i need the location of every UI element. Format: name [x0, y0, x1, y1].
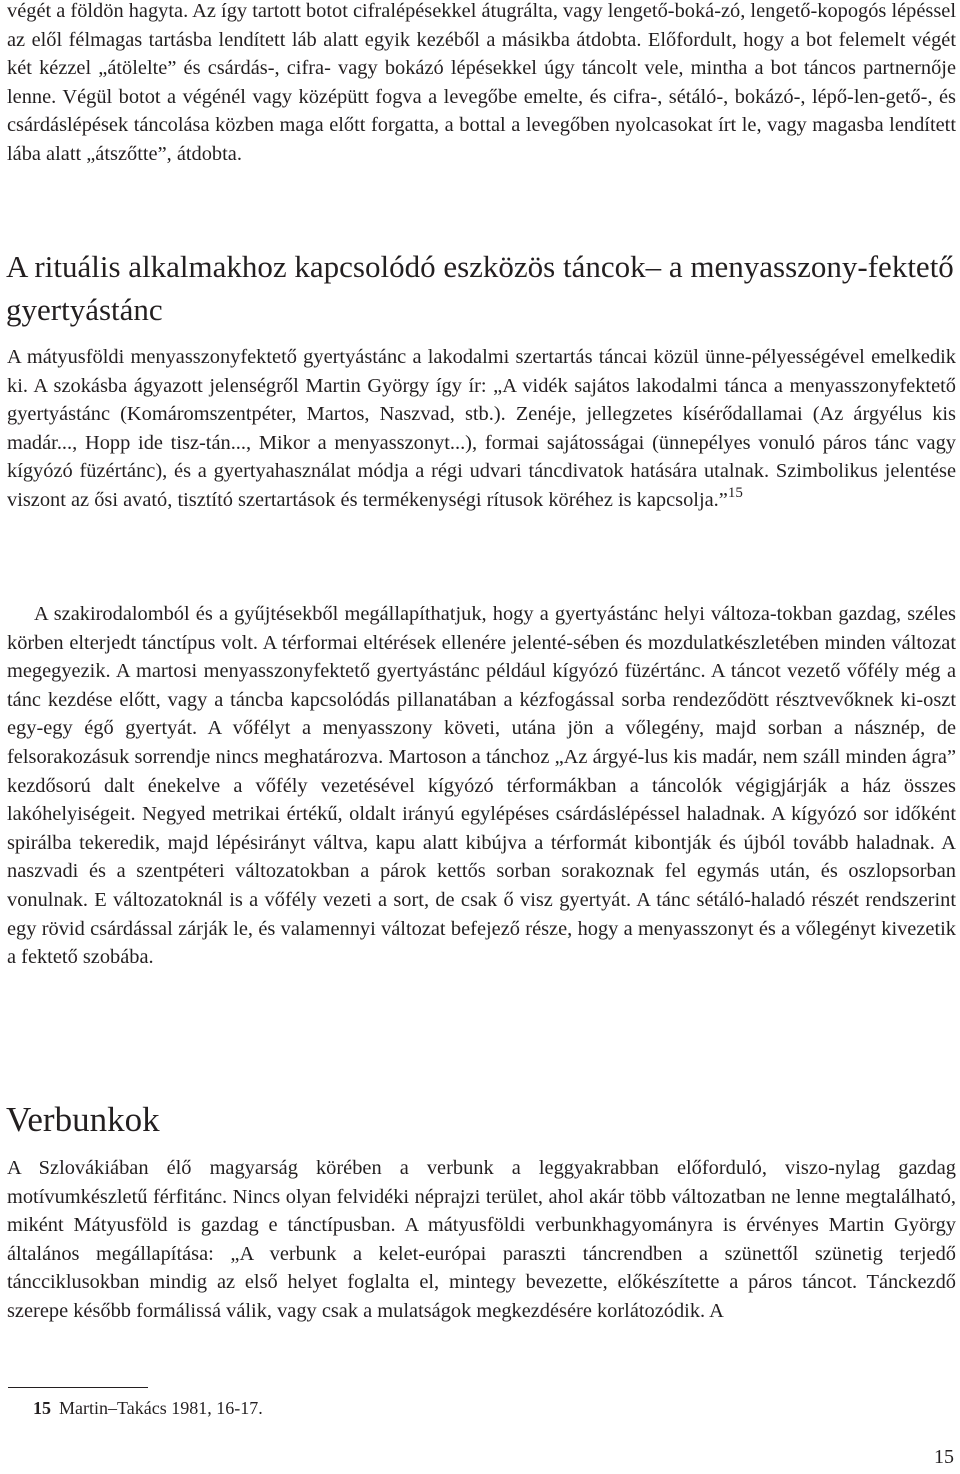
paragraph-verbunk: [7, 1154, 956, 1326]
footnote: [33, 1396, 263, 1420]
paragraph-candle-dance-variants: [7, 600, 956, 972]
paragraph-text: A szakirodalomból és a gyűjtésekből megállapíthatjuk, hogy a gyertyástánc helyi változa-tokban gazdag, széles körben elterjedt tánctípus volt. A térformai eltérések ellenére jelenté-sében és mozdulatkészletében minden változat megegyezik. A martosi menyasszonyfektető gyertyástánc például kígyózó füzértánc. A táncot vezető vőfély még a tánc kezdése előtt, vagy a táncba kapcsolódás pillanatában a kézfogással sorba rendeződött résztvevőknek ki-oszt egy-egy égő gyertyát. A vőfélyt a menyasszony követi, utána jön a vőlegény, majd sorban a násznép, de felsorakozásuk sorrendje nincs meghatározva. Martoson a tánchoz „Az árgyé-lus kis madár, nem száll minden ágra” kezdősorú dalt énekelve a vőfély vezetésével kígyózó térformákban a táncolók végigjárják a ház összes lakóhelyiségeit. Negyed metrikai értékű, oldalt irányú egylépéses csárdáslépéssel haladnak. A kígyózó sor időként spirálba tekeredik, majd lépésirányt váltva, kapu alatt kibújva a térformát kibontják és újból tovább haladnak. A naszvadi és a szentpéteri változatokban a párok kettős sorban sorakoznak fel egymás után, és oszlopsorban vonulnak. E változatoknál is a vőfély vezeti a sort, de csak ő visz gyertyát. A tánc sétáló-haladó részét rendszerint egy rövid csárdással zárják le, és valamennyi változat befejező része, hogy a menyasszonyt és a vőlegényt kivezetik a fektető szobába.: [7, 603, 956, 969]
footnote-reference: 15: [727, 484, 743, 501]
section-heading-candle-dance: A rituális alkalmakhoz kapcsolódó eszközös táncok– a menyasszony-fektető gyertyástánc: [6, 249, 954, 327]
footnote-number: 15: [33, 1398, 51, 1418]
paragraph-text: A mátyusföldi menyasszonyfektető gyertyástánc a lakodalmi szertartás táncai közül ünne-pélyességével emelkedik ki. A szokásba ágyazott jelenségről Martin György így ír: „A vidék sajátos lakodalmi tánca a menyasszonyfektető gyertyástánc (Komáromszentpéter, Martos, Naszvad, stb.). Zenéje, jellegzetes kísérődallamai (Az árgyélus kis madár..., Hopp ide tisz-tán..., Mikor a menyasszonyt...), formai sajátosságai (ünnepélyes vonuló páros tánc vagy kígyózó füzértánc), és a gyertyahasználat módja a régi udvari táncdivatok hatására utalnak. Szimbolikus jelentése viszont az ősi avató, tisztító szertartások és termékenységi rítusok köréhez is kapcsolja.”: [7, 346, 956, 511]
page-number: 15: [934, 1446, 954, 1468]
section-heading-verbunkok: Verbunkok: [6, 1100, 160, 1139]
footnote-text: Martin–Takács 1981, 16-17.: [59, 1398, 263, 1418]
paragraph-text: A Szlovákiában élő magyarság körében a verbunk a leggyakrabban előforduló, viszo-nylag gazdag motívumkészletű férfitánc. Nincs olyan felvidéki néprajzi terület, ahol akár több változatban ne lenne megtalálható, miként Mátyusföld is gazdag e tánctípusban. A mátyusföldi verbunkhagyományra is érvényes Martin György általános megállapítása: „A verbunk a kelet-európai paraszti táncrendben a szünettől szünetig terjedő táncciklusokban mindig az első helyet foglalta el, mintegy bevezette, előkészítette a páros táncot. Tánckezdő szerepe később formálissá válik, vagy csak a mulatságok megkezdésére korlátozódik. A: [7, 1157, 956, 1322]
paragraph-stick-dance: [7, 0, 956, 169]
paragraph-candle-dance-intro: [7, 343, 956, 515]
footnote-divider: [8, 1387, 148, 1388]
paragraph-text: végét a földön hagyta. Az így tartott botot cifralépésekkel átugrálta, vagy lengető-boká-zó, lengető-kopogós lépéssel az elől félmagas tartásba lendített láb alatt egyik kezéből a másikba átdobta. Előfordult, hogy a bot felemelt végét két kézzel „átölelte” és csárdás-, cifra- vagy bokázó lépésekkel úgy táncolt vele, mintha a bot táncos partnernője lenne. Végül botot a végénél vagy középütt fogva a levegőbe emelte, és cifra-, sétáló-, bokázó-, lépő-len-gető-, és csárdáslépések táncolása közben maga előtt forgatta, a bottal a levegőben nyolcasokat írt le, vagy magasba lendített lába alatt „átszőtte”, átdobta.: [7, 0, 956, 165]
